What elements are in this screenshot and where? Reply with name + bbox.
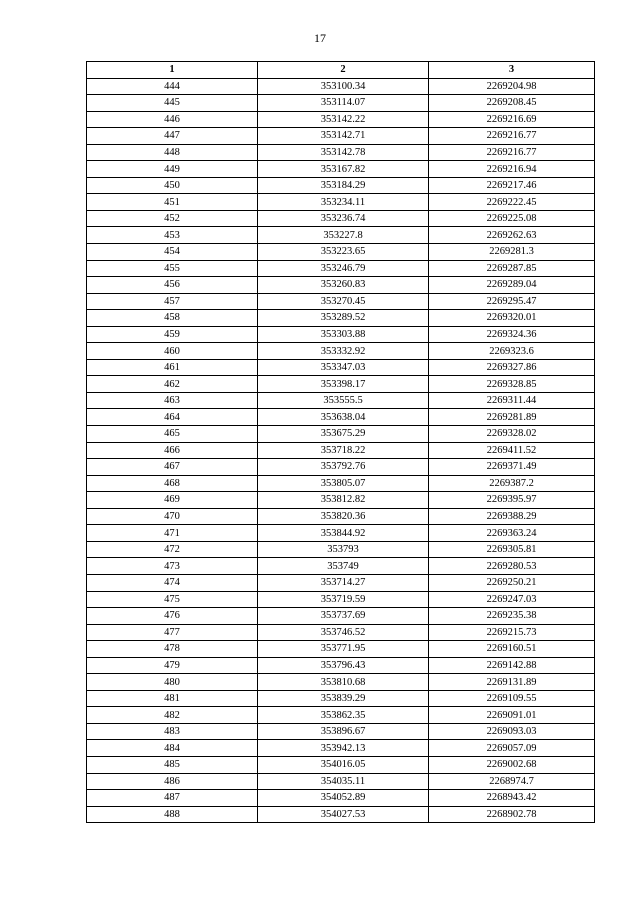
cell-x-coordinate: 353675.29 [258,426,429,443]
cell-point-number: 464 [87,409,258,426]
cell-y-coordinate: 2269323.6 [429,343,595,360]
cell-point-number: 449 [87,161,258,178]
table-row [87,111,595,128]
cell-point-number: 461 [87,359,258,376]
cell-x-coordinate: 353719.59 [258,591,429,608]
cell-y-coordinate: 2269002.68 [429,756,595,773]
table-row [87,674,595,691]
cell-x-coordinate: 353638.04 [258,409,429,426]
cell-point-number: 480 [87,674,258,691]
cell-point-number: 476 [87,608,258,625]
table-row [87,806,595,823]
table-row [87,144,595,161]
cell-point-number: 481 [87,690,258,707]
cell-y-coordinate: 2269217.46 [429,177,595,194]
cell-x-coordinate: 353555.5 [258,392,429,409]
cell-y-coordinate: 2269204.98 [429,78,595,95]
cell-x-coordinate: 353896.67 [258,723,429,740]
table-row [87,558,595,575]
table-row [87,525,595,542]
cell-y-coordinate: 2269262.63 [429,227,595,244]
cell-x-coordinate: 353303.88 [258,326,429,343]
cell-point-number: 470 [87,508,258,525]
cell-x-coordinate: 353142.22 [258,111,429,128]
cell-x-coordinate: 353942.13 [258,740,429,757]
table-row [87,78,595,95]
table-row [87,624,595,641]
cell-x-coordinate: 353246.79 [258,260,429,277]
cell-y-coordinate: 2269411.52 [429,442,595,459]
cell-x-coordinate: 353142.71 [258,128,429,145]
cell-y-coordinate: 2269388.29 [429,508,595,525]
table-row [87,244,595,261]
cell-y-coordinate: 2269363.24 [429,525,595,542]
cell-y-coordinate: 2268943.42 [429,790,595,807]
cell-x-coordinate: 353223.65 [258,244,429,261]
cell-x-coordinate: 353260.83 [258,277,429,294]
cell-x-coordinate: 354035.11 [258,773,429,790]
table-row [87,260,595,277]
cell-y-coordinate: 2269142.88 [429,657,595,674]
cell-y-coordinate: 2269215.73 [429,624,595,641]
table-row [87,194,595,211]
cell-y-coordinate: 2269371.49 [429,459,595,476]
cell-y-coordinate: 2269328.02 [429,426,595,443]
cell-x-coordinate: 353236.74 [258,210,429,227]
table-row [87,343,595,360]
cell-point-number: 482 [87,707,258,724]
cell-point-number: 478 [87,641,258,658]
cell-y-coordinate: 2269320.01 [429,310,595,327]
cell-x-coordinate: 353805.07 [258,475,429,492]
column-header-y: 3 [429,62,595,79]
cell-point-number: 445 [87,95,258,112]
cell-point-number: 479 [87,657,258,674]
cell-y-coordinate: 2269328.85 [429,376,595,393]
cell-point-number: 477 [87,624,258,641]
cell-y-coordinate: 2269216.77 [429,144,595,161]
table-row [87,277,595,294]
cell-point-number: 462 [87,376,258,393]
table-row [87,227,595,244]
coordinates-table [86,61,595,823]
cell-point-number: 468 [87,475,258,492]
cell-x-coordinate: 353234.11 [258,194,429,211]
cell-point-number: 454 [87,244,258,261]
cell-y-coordinate: 2269235.38 [429,608,595,625]
cell-x-coordinate: 353792.76 [258,459,429,476]
cell-y-coordinate: 2269216.94 [429,161,595,178]
cell-x-coordinate: 353714.27 [258,574,429,591]
cell-x-coordinate: 354016.05 [258,756,429,773]
cell-y-coordinate: 2269281.3 [429,244,595,261]
cell-point-number: 456 [87,277,258,294]
cell-y-coordinate: 2269289.04 [429,277,595,294]
cell-point-number: 488 [87,806,258,823]
cell-y-coordinate: 2269387.2 [429,475,595,492]
table-row [87,773,595,790]
cell-point-number: 485 [87,756,258,773]
cell-x-coordinate: 353270.45 [258,293,429,310]
cell-x-coordinate: 354027.53 [258,806,429,823]
cell-point-number: 458 [87,310,258,327]
cell-point-number: 466 [87,442,258,459]
cell-y-coordinate: 2269311.44 [429,392,595,409]
cell-point-number: 457 [87,293,258,310]
cell-x-coordinate: 353749 [258,558,429,575]
table-row [87,161,595,178]
cell-x-coordinate: 353839.29 [258,690,429,707]
table-row [87,723,595,740]
cell-point-number: 448 [87,144,258,161]
cell-point-number: 474 [87,574,258,591]
table-row [87,326,595,343]
cell-point-number: 450 [87,177,258,194]
cell-y-coordinate: 2269247.03 [429,591,595,608]
cell-y-coordinate: 2269160.51 [429,641,595,658]
cell-x-coordinate: 353844.92 [258,525,429,542]
table-row [87,641,595,658]
cell-y-coordinate: 2269280.53 [429,558,595,575]
page-number: 17 [314,31,326,45]
cell-point-number: 460 [87,343,258,360]
table-row [87,177,595,194]
cell-x-coordinate: 353820.36 [258,508,429,525]
table-row [87,426,595,443]
column-header-x: 2 [258,62,429,79]
table-row [87,790,595,807]
cell-y-coordinate: 2269281.89 [429,409,595,426]
cell-y-coordinate: 2269091.01 [429,707,595,724]
cell-y-coordinate: 2269109.55 [429,690,595,707]
cell-x-coordinate: 353796.43 [258,657,429,674]
column-header-point-number: 1 [87,62,258,79]
table-row [87,210,595,227]
cell-x-coordinate: 353718.22 [258,442,429,459]
table-row [87,376,595,393]
table-row [87,508,595,525]
cell-x-coordinate: 353332.92 [258,343,429,360]
cell-point-number: 452 [87,210,258,227]
table-row [87,574,595,591]
table-row [87,657,595,674]
table-row [87,293,595,310]
cell-x-coordinate: 353347.03 [258,359,429,376]
cell-y-coordinate: 2269250.21 [429,574,595,591]
cell-x-coordinate: 353737.69 [258,608,429,625]
table-row [87,128,595,145]
cell-y-coordinate: 2269305.81 [429,541,595,558]
cell-y-coordinate: 2269295.47 [429,293,595,310]
cell-x-coordinate: 353862.35 [258,707,429,724]
cell-y-coordinate: 2269131.89 [429,674,595,691]
cell-x-coordinate: 353746.52 [258,624,429,641]
cell-y-coordinate: 2268974.7 [429,773,595,790]
cell-point-number: 487 [87,790,258,807]
cell-point-number: 447 [87,128,258,145]
cell-x-coordinate: 353142.78 [258,144,429,161]
table-row [87,707,595,724]
cell-point-number: 471 [87,525,258,542]
table-row [87,392,595,409]
cell-y-coordinate: 2269216.77 [429,128,595,145]
cell-point-number: 472 [87,541,258,558]
cell-point-number: 465 [87,426,258,443]
table-row [87,690,595,707]
cell-x-coordinate: 353398.17 [258,376,429,393]
cell-y-coordinate: 2269093.03 [429,723,595,740]
header-row [87,62,595,79]
cell-x-coordinate: 353812.82 [258,492,429,509]
cell-y-coordinate: 2269222.45 [429,194,595,211]
table-row [87,409,595,426]
cell-x-coordinate: 353810.68 [258,674,429,691]
cell-y-coordinate: 2269225.08 [429,210,595,227]
cell-x-coordinate: 353100.34 [258,78,429,95]
cell-point-number: 463 [87,392,258,409]
table-row [87,459,595,476]
table-row [87,310,595,327]
cell-x-coordinate: 353289.52 [258,310,429,327]
table-row [87,359,595,376]
cell-point-number: 486 [87,773,258,790]
cell-x-coordinate: 353227.8 [258,227,429,244]
cell-point-number: 453 [87,227,258,244]
cell-point-number: 469 [87,492,258,509]
cell-x-coordinate: 353793 [258,541,429,558]
cell-x-coordinate: 353167.82 [258,161,429,178]
cell-point-number: 483 [87,723,258,740]
table-row [87,591,595,608]
cell-point-number: 473 [87,558,258,575]
cell-y-coordinate: 2269324.36 [429,326,595,343]
cell-point-number: 455 [87,260,258,277]
cell-y-coordinate: 2269057.09 [429,740,595,757]
cell-y-coordinate: 2269216.69 [429,111,595,128]
table-row [87,475,595,492]
table-row [87,95,595,112]
table-row [87,541,595,558]
table-body [87,78,595,823]
cell-point-number: 459 [87,326,258,343]
cell-point-number: 467 [87,459,258,476]
cell-x-coordinate: 353114.07 [258,95,429,112]
cell-y-coordinate: 2269208.45 [429,95,595,112]
table-row [87,442,595,459]
table-header [87,62,595,79]
cell-point-number: 444 [87,78,258,95]
cell-x-coordinate: 353771.95 [258,641,429,658]
cell-y-coordinate: 2269287.85 [429,260,595,277]
cell-x-coordinate: 353184.29 [258,177,429,194]
cell-y-coordinate: 2269327.86 [429,359,595,376]
cell-y-coordinate: 2269395.97 [429,492,595,509]
table-row [87,756,595,773]
cell-x-coordinate: 354052.89 [258,790,429,807]
table-row [87,492,595,509]
cell-point-number: 446 [87,111,258,128]
cell-y-coordinate: 2268902.78 [429,806,595,823]
cell-point-number: 451 [87,194,258,211]
table-row [87,740,595,757]
table-row [87,608,595,625]
cell-point-number: 475 [87,591,258,608]
cell-point-number: 484 [87,740,258,757]
